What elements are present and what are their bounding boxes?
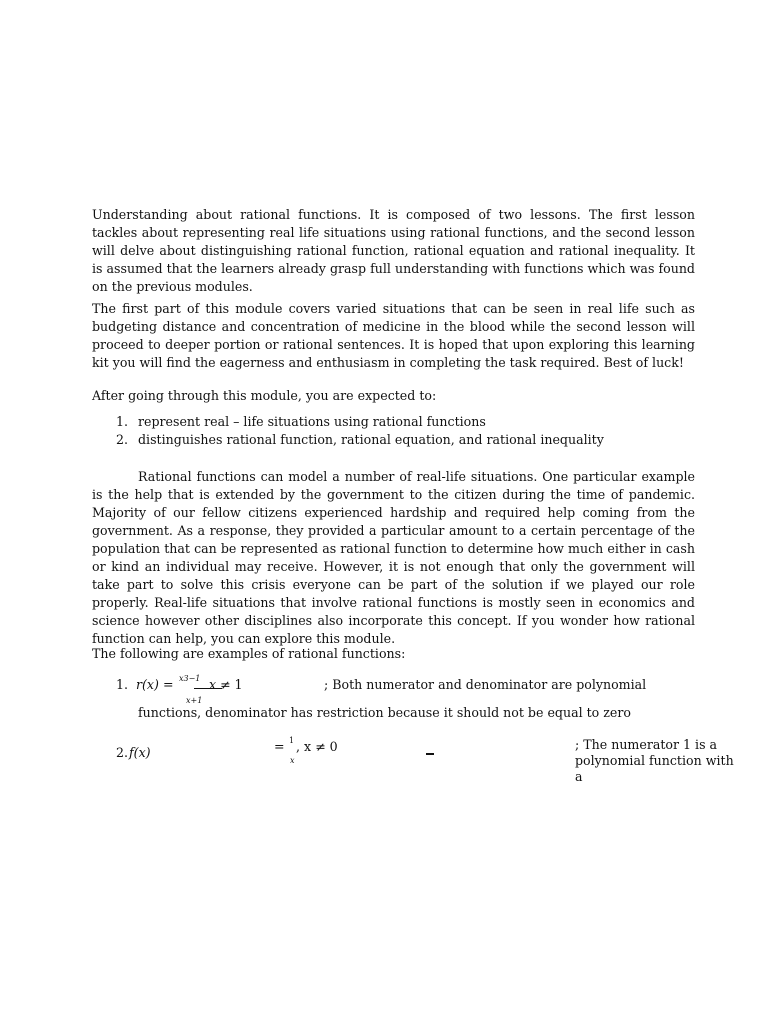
example-1-note-continued: functions, denominator has restriction because it should not be equal to zero	[138, 705, 631, 720]
objective-item	[92, 431, 695, 449]
objectives-list	[92, 413, 695, 449]
example-1-restriction: ≠ 1	[220, 677, 243, 692]
example-2-number: 2.	[116, 745, 129, 760]
objective-text: distinguishes rational function, rational equation, and rational inequality	[138, 432, 604, 447]
example-1-denominator: x+1	[186, 696, 203, 705]
fraction-bar	[194, 688, 222, 689]
example-2-denominator: x	[290, 756, 295, 765]
objective-item	[92, 413, 695, 431]
example-1-lhs: r(x) =	[136, 677, 174, 692]
example-2-note-line3: a	[575, 769, 583, 784]
example-2-note-line1: ; The numerator 1 is a	[575, 737, 718, 752]
example-2-lhs: f(x)	[129, 745, 151, 760]
stray-dash-mark	[426, 753, 434, 755]
example-1-number: 1.	[116, 677, 129, 692]
intro-paragraph: Understanding about rational functions. It is composed of two lessons. The first lesson tackles about representing real life situations using rational functions, and the second lesson will delve about distinguishing rational function, rational equation and rational inequality. It is assumed that the learners already grasp full understanding with functions which was found on the previous modules.	[92, 207, 695, 294]
objective-text: represent real – life situations using rational functions	[138, 414, 486, 429]
example-2-note-line2: polynomial function with	[575, 753, 734, 768]
example-1-note: ; Both numerator and denominator are polynomial	[324, 677, 647, 692]
examples-intro: The following are examples of rational functions:	[92, 646, 406, 661]
example-2-restriction: , x ≠ 0	[296, 739, 338, 754]
objective-number: 1.	[116, 414, 129, 429]
example-1-numerator: x3−1	[179, 674, 201, 683]
example-2-numerator: 1	[289, 736, 295, 745]
objective-number: 2.	[116, 432, 129, 447]
coverage-paragraph: The first part of this module covers varied situations that can be seen in real life such as budgeting distance and concentration of medicine in the blood while the second lesson will proceed to deeper portion or rational sentences. It is hoped that upon exploring this learning kit you will find the eagerness and enthusiasm in completing the task required. Best of luck!	[92, 301, 695, 370]
example-1-restriction-var: x	[209, 677, 217, 692]
motivation-paragraph: Rational functions can model a number of real-life situations. One particular example is the help that is extended by the government to the citizen during the time of pandemic. Majority of our fellow citizens experienced hardship and required help coming from the government. As a response, they provided a particular amount to a certain percentage of the population that can be represented as rational function to determine how much either in cash or kind an individual may receive. However, it is not enough that only the government will take part to solve this crisis everyone can be part of the solution if we played our role properly. Real-life situations that involve rational functions is mostly seen in economics and science however other disciplines also incorporate this concept. If you wonder how rational function can help, you can explore this module.	[92, 469, 695, 646]
expected-paragraph: After going through this module, you are expected to:	[92, 388, 437, 403]
example-2-equals: =	[274, 739, 285, 754]
